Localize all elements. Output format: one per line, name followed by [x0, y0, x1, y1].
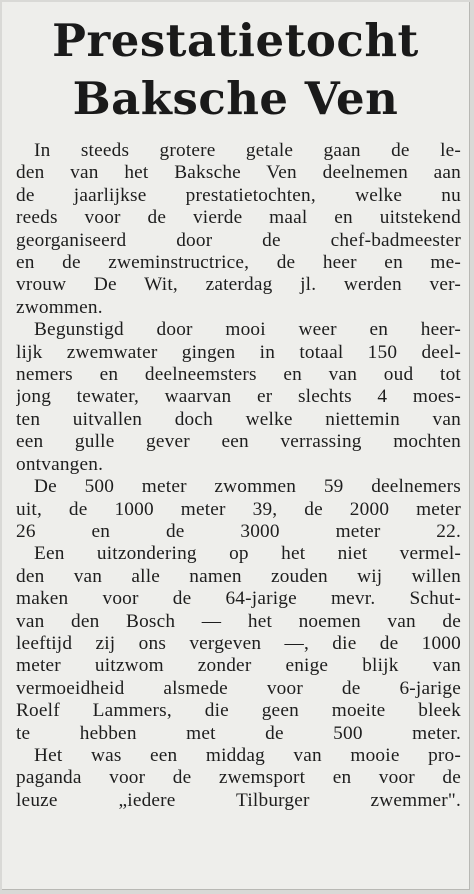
text-line: vrouw De Wit, zaterdag jl. werden ver- — [16, 274, 461, 296]
text-line: lijk zwemwater gingen in totaal 150 deel- — [16, 341, 461, 363]
text-line: leuze „iedere Tilburger zwemmer". — [16, 789, 461, 811]
paragraph — [16, 140, 461, 319]
text-line: ontvangen. — [16, 453, 104, 475]
text-line: Begunstigd door mooi weer en heer- — [34, 319, 461, 341]
text-line: paganda voor de zwemsport en voor de — [16, 767, 461, 789]
text-line: Een uitzondering op het niet vermel- — [34, 543, 461, 565]
paragraph — [16, 543, 461, 745]
text-line: ten uitvallen doch welke niettemin van — [16, 408, 461, 430]
article-body — [2, 128, 469, 812]
text-line: meter uitzwom zonder enige blijk van — [16, 655, 461, 677]
text-line: maken voor de 64-jarige mevr. Schut- — [16, 588, 461, 610]
text-line: De 500 meter zwommen 59 deelnemers — [34, 476, 461, 498]
paragraph — [16, 476, 461, 543]
text-line: den van het Baksche Ven deelnemen aan — [16, 162, 461, 184]
headline-line-2: Baksche Ven — [72, 72, 399, 125]
text-line: Roelf Lammers, die geen moeite bleek — [16, 700, 461, 722]
headline — [2, 2, 469, 128]
text-line: georganiseerd door de chef-badmeester — [16, 229, 461, 251]
text-line: uit, de 1000 meter 39, de 2000 meter — [16, 498, 461, 520]
text-line: een gulle gever een verrassing mochten — [16, 431, 461, 453]
paragraph — [16, 745, 461, 812]
newspaper-clipping — [2, 2, 470, 890]
text-line: te hebben met de 500 meter. — [16, 722, 461, 744]
text-line: Het was een middag van mooie pro- — [34, 744, 461, 766]
text-line: zwommen. — [16, 296, 103, 318]
text-line: nemers en deelneemsters en van oud tot — [16, 364, 461, 386]
text-line: In steeds grotere getale gaan de le- — [34, 140, 461, 161]
text-line: leeftijd zij ons vergeven —, die de 1000 — [16, 632, 461, 654]
text-line: en de zweminstructrice, de heer en me- — [16, 252, 461, 274]
text-line: vermoeidheid alsmede voor de 6-jarige — [16, 677, 461, 699]
headline-line-1: Prestatietocht — [52, 14, 419, 67]
text-line: 26 en de 3000 meter 22. — [16, 520, 461, 542]
paragraph — [16, 319, 461, 476]
text-line: den van alle namen zouden wij willen — [16, 565, 461, 587]
text-line: jong tewater, waarvan er slechts 4 moes- — [16, 386, 461, 408]
text-line: de jaarlijkse prestatietochten, welke nu — [16, 184, 461, 206]
text-line: reeds voor de vierde maal en uitstekend — [16, 207, 461, 229]
text-line: van den Bosch — het noemen van de — [16, 610, 461, 632]
